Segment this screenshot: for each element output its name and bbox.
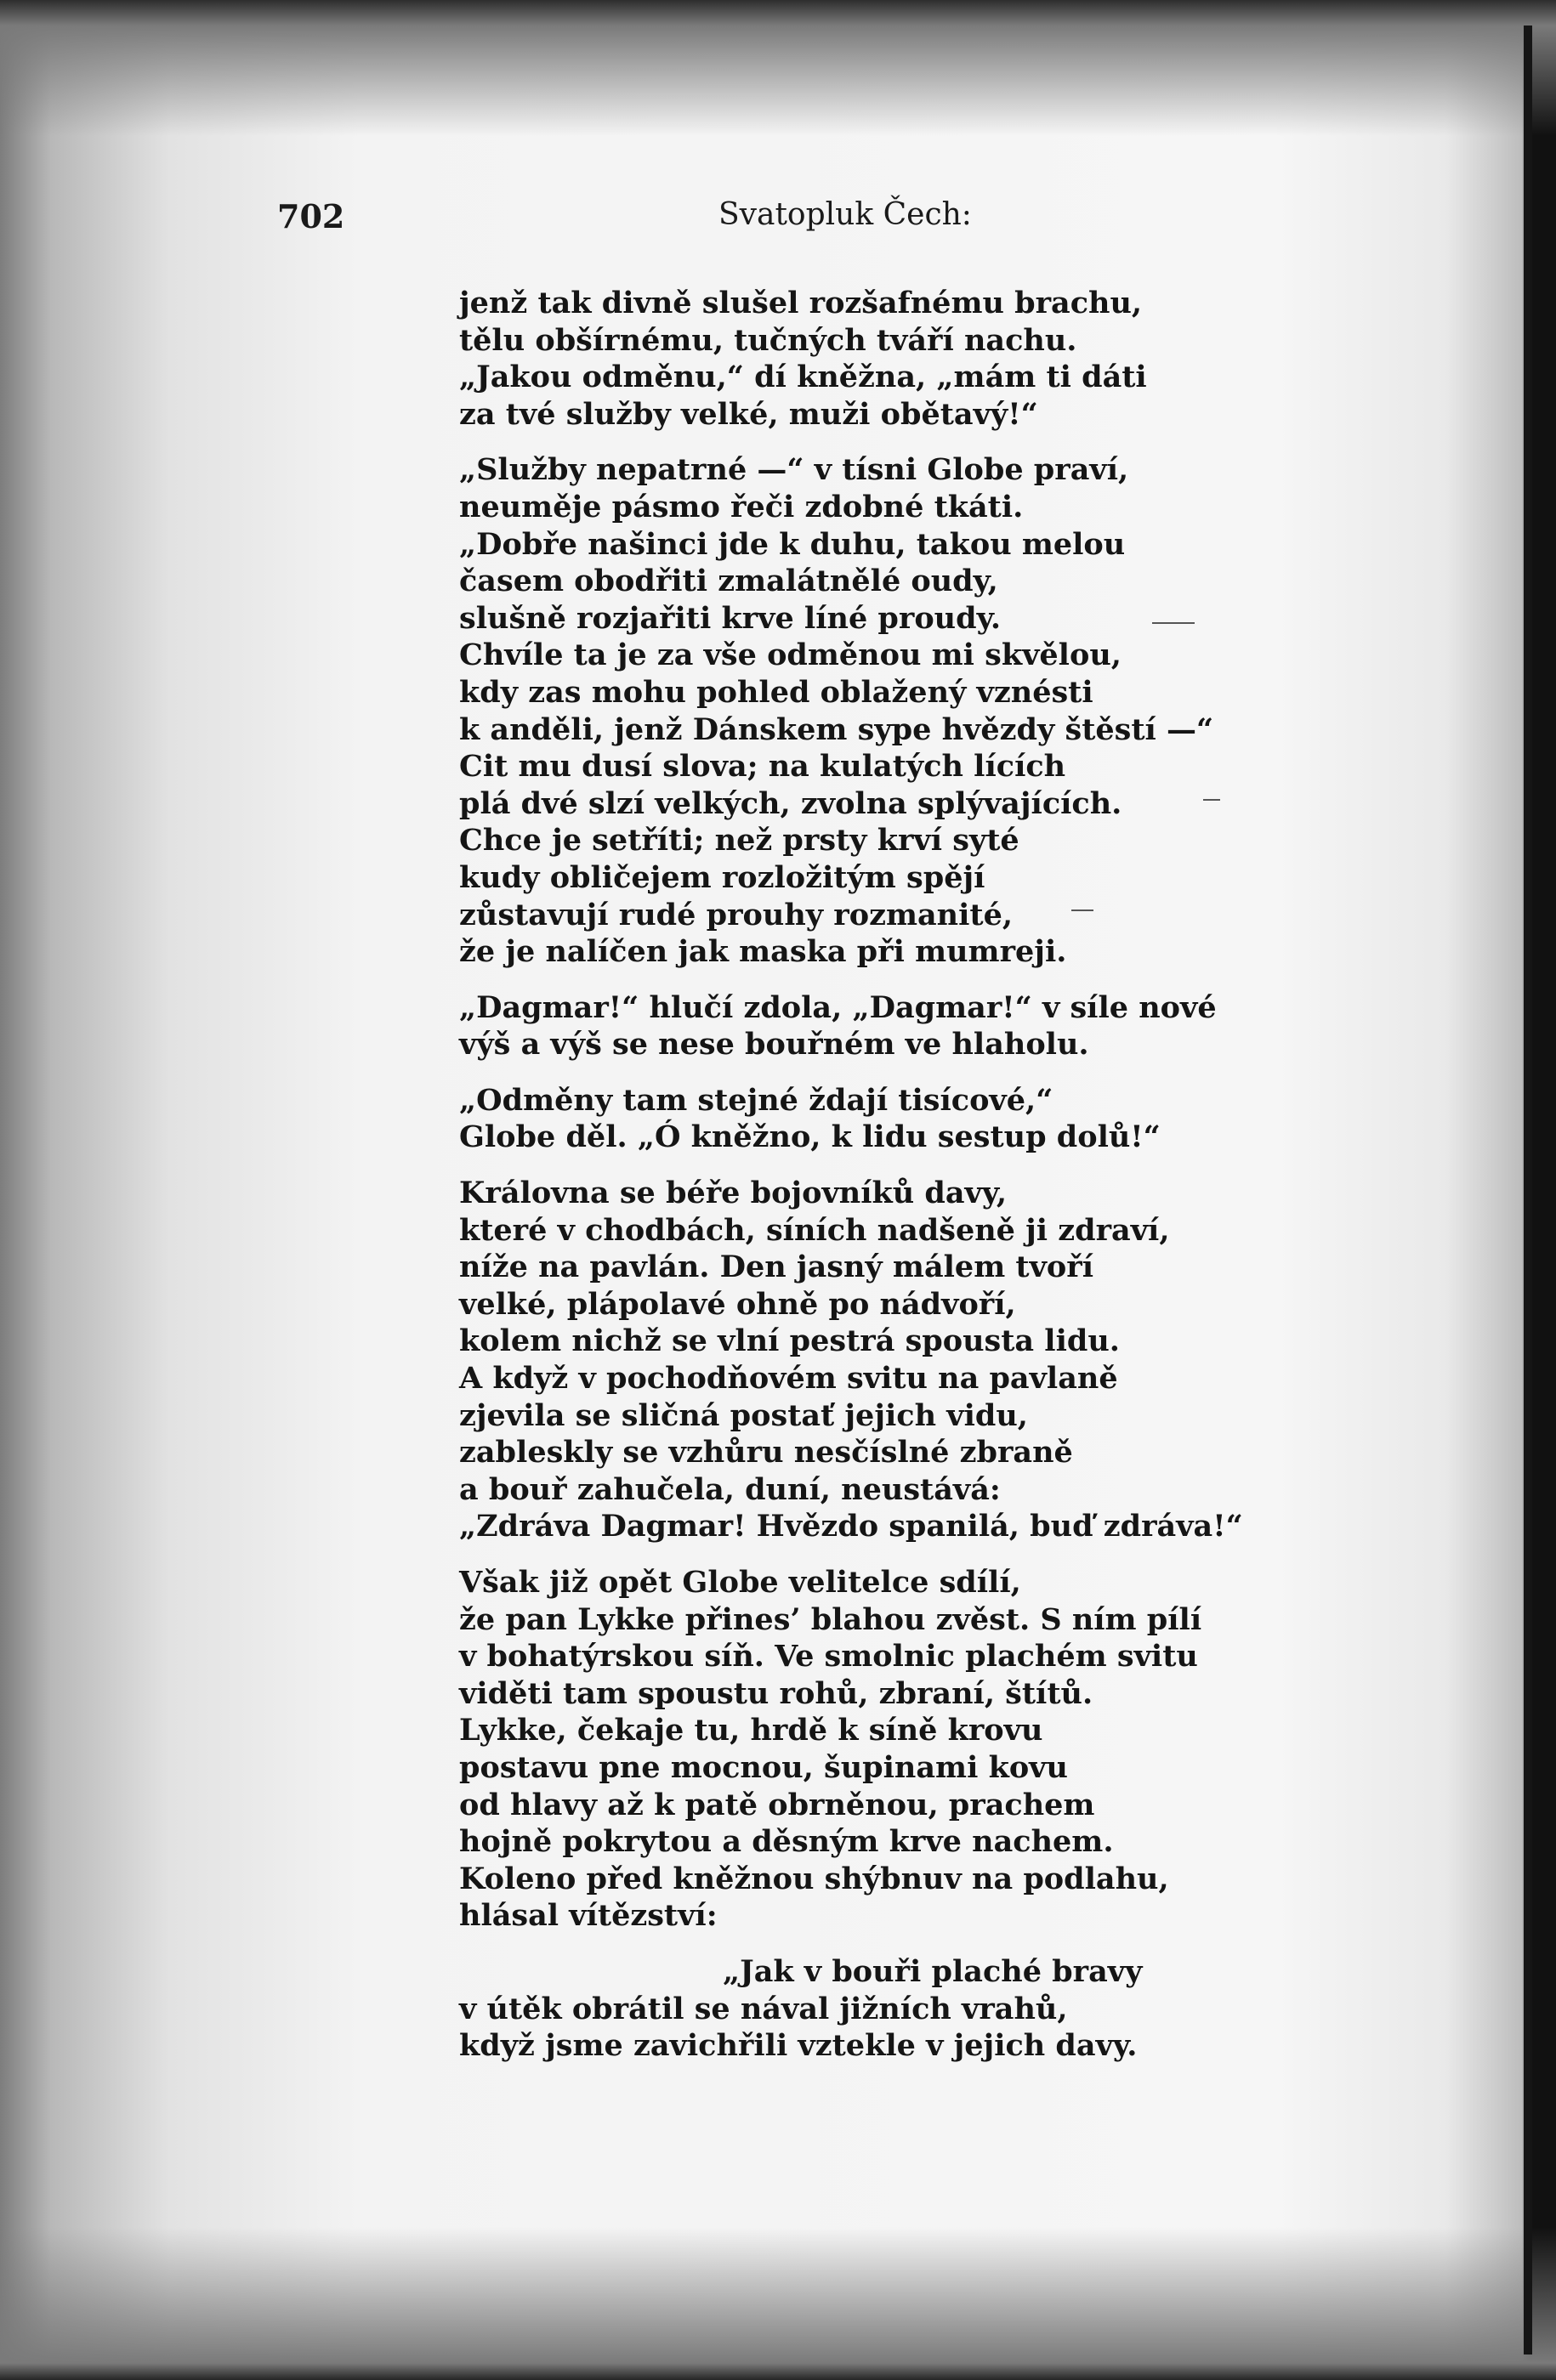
verse-line: Koleno před kněžnou shýbnuv na podlahu, [459,1861,1169,1896]
poem-text [459,285,1309,2065]
stanza-gap [459,1156,1309,1175]
verse-line: k anděli, jenž Dánskem sype hvězdy štěstí —“ [459,711,1214,747]
verse-line: jenž tak divně slušel rozšafnému brachu, [459,286,1143,320]
verse-line: zableskly se vzhůru nesčíslné zbraně [459,1435,1073,1470]
stanza-gap [459,1545,1309,1564]
scan-shadow-top [0,0,1556,136]
verse-line: hojně pokrytou a děsným krve nachem. [459,1824,1114,1860]
verse-line: hlásal vítězství: [459,1898,718,1934]
verse-line: níže na pavlán. Den jasný málem tvoří [459,1250,1094,1285]
verse-line: neuměje pásmo řeči zdobné tkáti. [459,489,1024,524]
verse-line: časem obodřiti zmalátnělé oudy, [459,564,998,599]
verse-line: „Odměny tam stejné ždají tisícové,“ [459,1082,1053,1118]
verse-line: „Služby nepatrné —“ v tísni Globe praví, [459,452,1129,488]
verse-line: kudy obličejem rozložitým spějí [459,859,985,895]
verse-line: A když v pochodňovém svitu na pavlaně [459,1361,1118,1397]
stanza [459,285,1309,433]
verse-line: kdy zas mohu pohled oblažený vznésti [459,674,1093,710]
verse-line: „Dagmar!“ hlučí zdola, „Dagmar!“ v síle nové [459,989,1217,1025]
verse-line: viděti tam spoustu rohů, zbraní, štítů. [459,1675,1093,1711]
verse-line: kolem nichž se vlní pestrá spousta lidu. [459,1323,1120,1359]
verse-line: když jsme zavichřili vztekle v jejich davy. [459,2028,1138,2064]
verse-line: „Dobře našinci jde k duhu, takou melou [459,526,1126,562]
verse-line: tělu obšírnému, tučných tváří nachu. [459,322,1077,358]
stanza [459,451,1309,970]
verse-line: že pan Lykke přines’ blahou zvěst. S ním pílí [459,1601,1202,1637]
stanza-gap [459,1935,1309,1953]
verse-line: a bouř zahučela, duní, neustává: [459,1471,1001,1507]
verse-line: zůstavují rudé prouhy rozmanité, [459,897,1014,932]
verse-line: postavu pne mocnou, šupinami kovu [459,1749,1068,1785]
verse-line: zjevila se sličná postať jejich vidu, [459,1397,1028,1433]
verse-line: plá dvé slzí velkých, zvolna splývajících. [459,785,1122,821]
verse-line: od hlavy až k patě obrněnou, prachem [459,1787,1095,1822]
stanza [459,989,1309,1063]
verse-line: „Zdráva Dagmar! Hvězdo spanilá, buď zdráva!“ [459,1509,1243,1544]
verse-line: „Jakou odměnu,“ dí kněžna, „mám ti dáti [459,360,1147,395]
stanza-gap [459,1063,1309,1082]
verse-line: Globe děl. „Ó kněžno, k lidu sestup dolů!“ [459,1119,1161,1155]
scan-shadow-bottom [0,2227,1556,2380]
verse-line: výš a výš se nese bouřném ve hlaholu. [459,1027,1089,1062]
stanza [459,1564,1309,1935]
stanza [459,1082,1309,1156]
verse-line: které v chodbách, síních nadšeně ji zdraví, [459,1212,1170,1248]
verse-line: Však již opět Globe velitelce sdílí, [459,1565,1021,1600]
verse-line: „Jak v bouři plaché bravy [723,1953,1143,1989]
verse-line: že je nalíčen jak maska při mumreji. [459,934,1067,970]
verse-line: slušně rozjařiti krve líné proudy. [459,600,1002,636]
verse-line: v bohatýrskou síň. Ve smolnic plachém svitu [459,1639,1198,1674]
verse-line: v útěk obrátil se nával jižních vrahů, [459,1991,1068,2026]
verse-line: Cit mu dusí slova; na kulatých lících [459,749,1066,785]
verse-line: Královna se béře bojovníků davy, [459,1176,1008,1211]
stanza [459,1953,1309,2065]
stanza-gap [459,433,1309,451]
verse-line: velké, plápolavé ohně po nádvoří, [459,1286,1016,1322]
stanza-gap [459,971,1309,989]
running-head: Svatopluk Čech: [718,197,972,232]
verse-line: Chvíle ta je za vše odměnou mi skvělou, [459,638,1122,673]
page-edge [1524,26,1532,2354]
verse-line: Chce je setříti; než prsty krví syté [459,823,1019,858]
verse-line: Lykke, čekaje tu, hrdě k síně krovu [459,1713,1043,1748]
page-number: 702 [277,197,345,235]
verse-line: za tvé služby velké, muži obětavý!“ [459,396,1038,432]
stanza [459,1175,1309,1545]
